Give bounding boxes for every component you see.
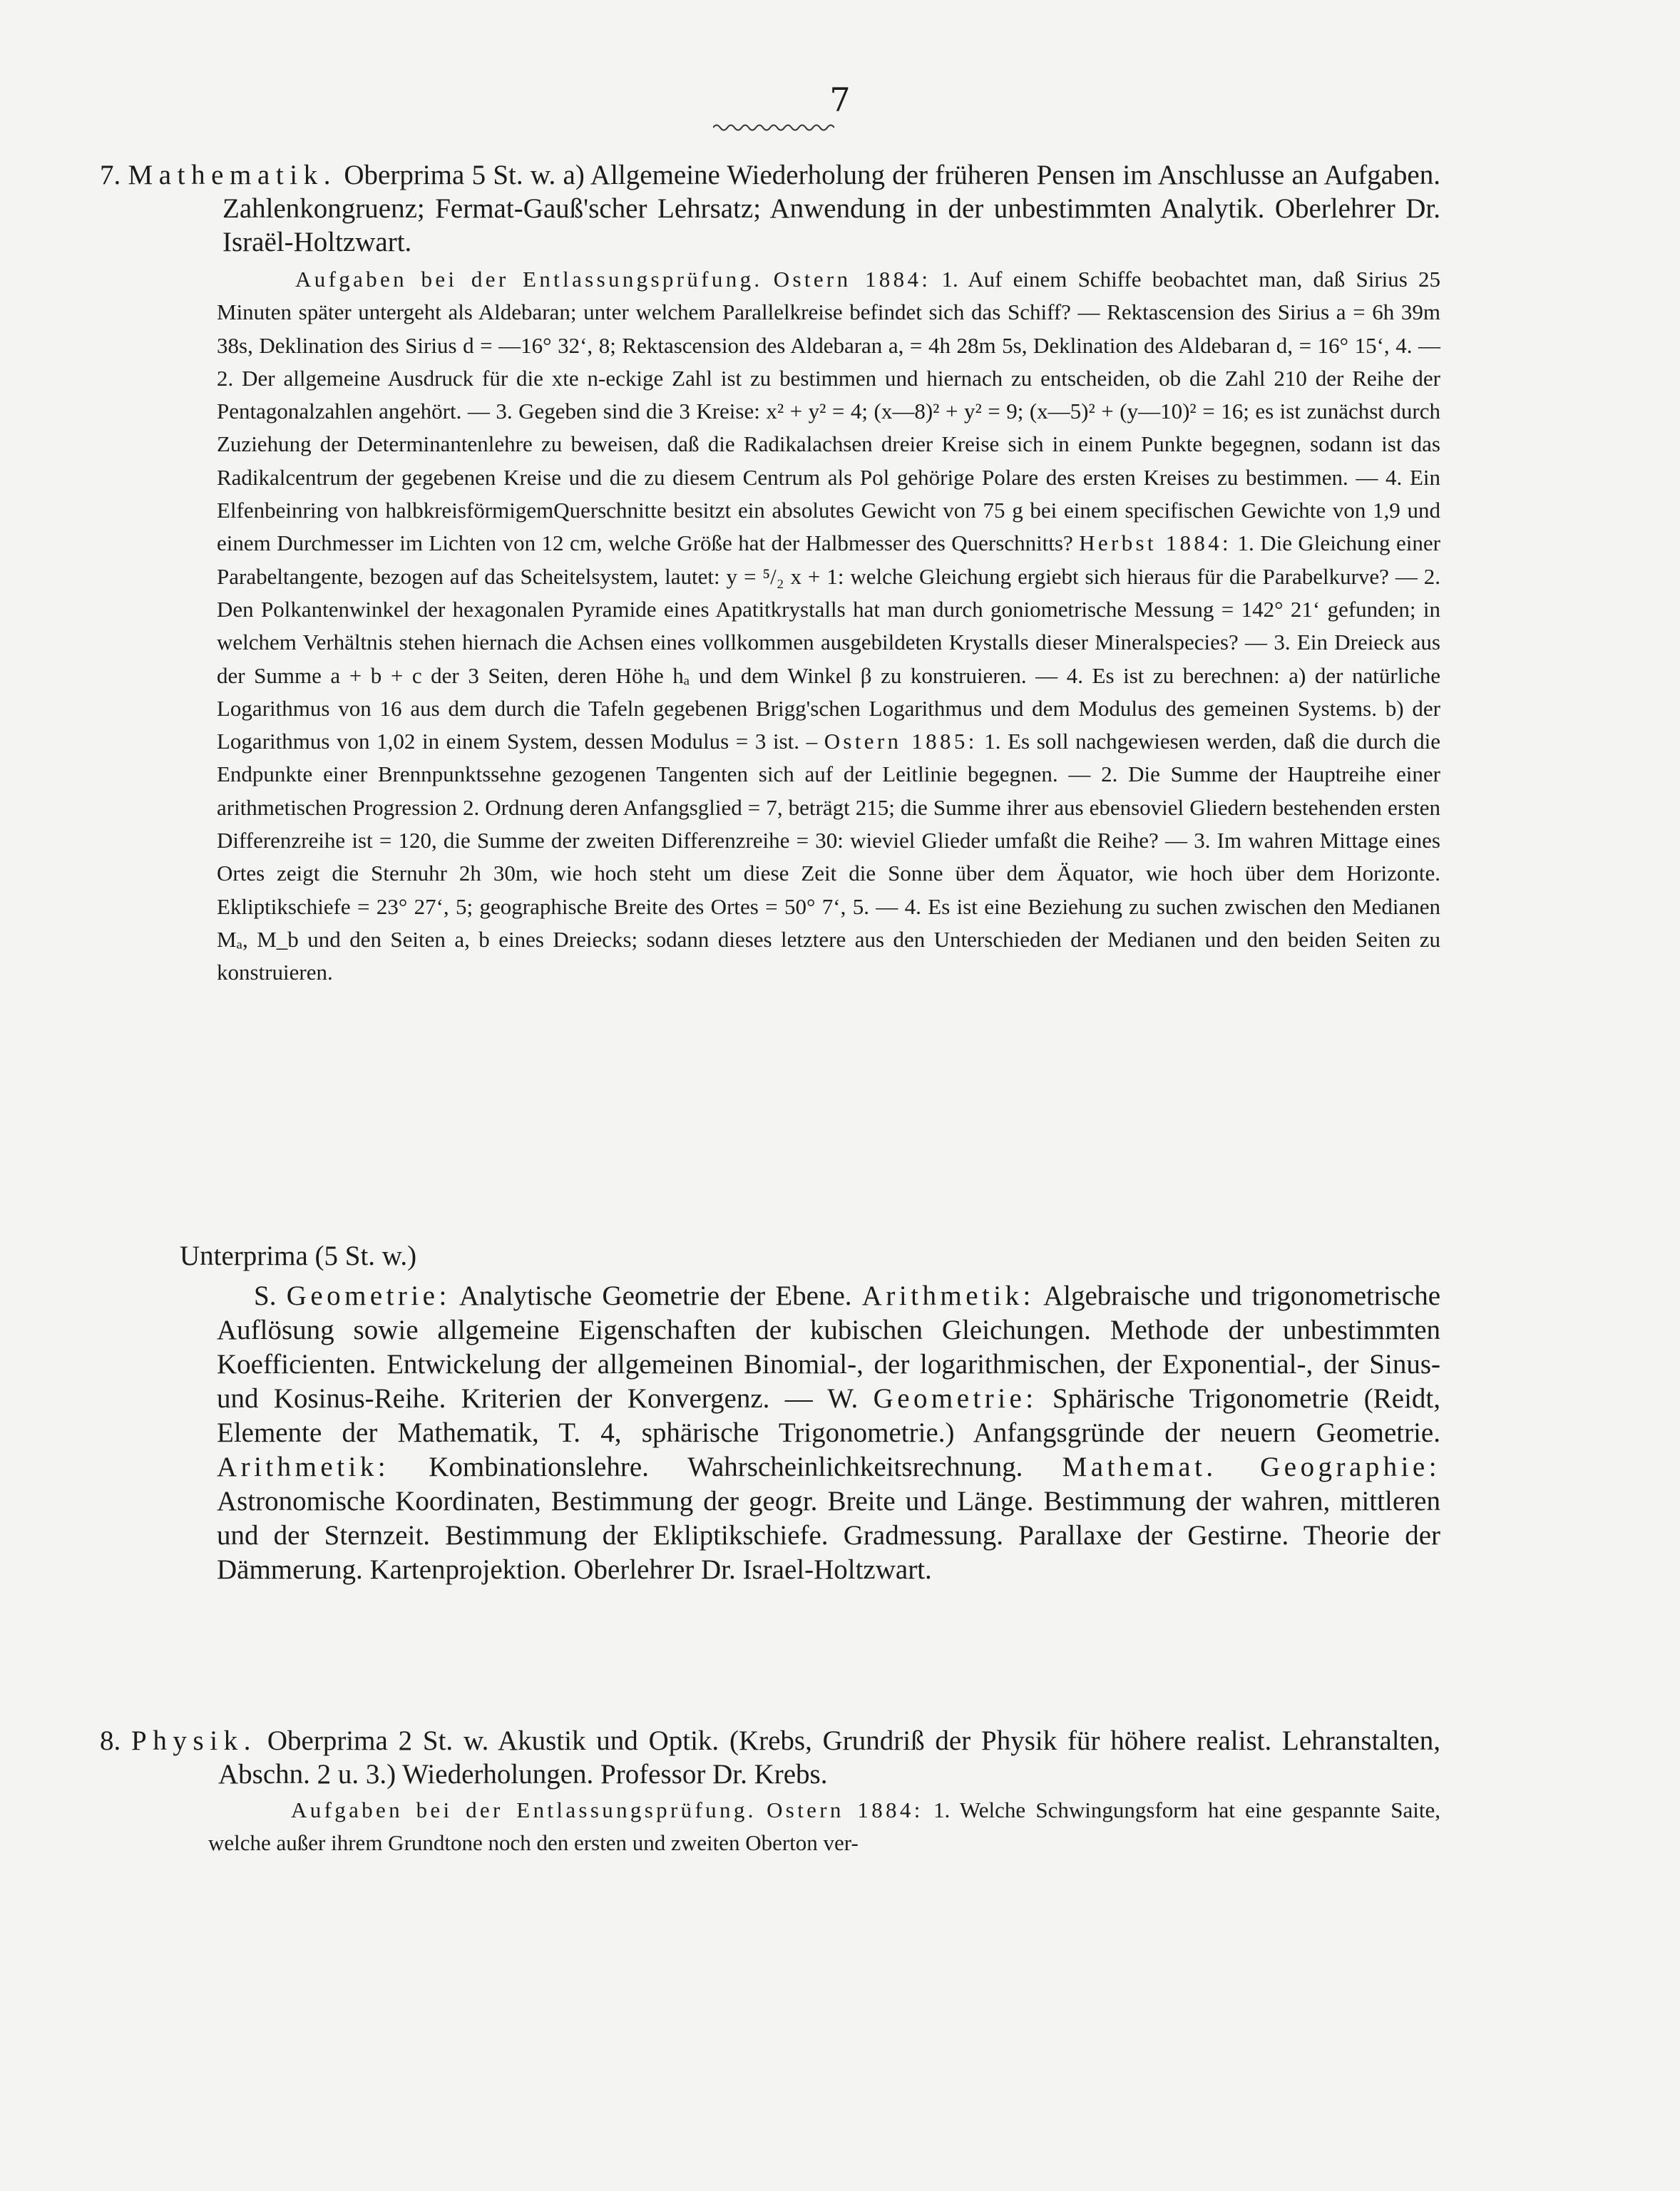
- unterprima-geographie-label: Mathemat. Geographie:: [1062, 1452, 1440, 1482]
- section-unterprima: [100, 1239, 1440, 1587]
- section7-ostern1884-label: Ostern 1884:: [773, 267, 931, 292]
- section8-subject: Physik.: [131, 1725, 257, 1756]
- section-physik: [100, 1724, 1440, 1860]
- unterprima-w-arithmetik-label: Arithmetik:: [217, 1452, 390, 1482]
- unterprima-geographie-text: Astronomische Koordinaten, Bestimmung der geogr. Breite und Länge. Bestimmung der wahren, mittleren und der Sternzeit. Bestimmung der Ekliptikschiefe. Gradmessung. Parallaxe der Gestirne. Theorie der Dämmerung. Kartenprojektion. Oberlehrer Dr. Israel-Holtzwart.: [217, 1486, 1440, 1585]
- unterprima-arithmetik-label: Arithmetik:: [861, 1281, 1035, 1311]
- unterprima-w-label: W.: [827, 1383, 859, 1414]
- unterprima-w-geometrie-text: Sphärische Trigonometrie (Reidt, Elemente der Mathematik, T. 4, sphärische Trigonometrie.) Anfangsgründe der neuern Geometrie.: [217, 1383, 1441, 1448]
- section8-intro-text: Oberprima 2 St. w. Akustik und Optik. (Krebs, Grundriß der Physik für höhere realist. Lehranstalten, Abschn. 2 u. 3.) Wiederholungen. Professor Dr. Krebs.: [218, 1725, 1440, 1790]
- section8-intro: [100, 1724, 1440, 1791]
- section7-number: 7.: [100, 160, 121, 190]
- section8-ostern1884-label: Ostern 1884:: [767, 1797, 923, 1822]
- section7-herbst1884-text: 1. Die Gleichung einer Parabeltangente, bezogen auf das Scheitelsystem, lautet: y = ⁵/₂ x + 1: welche Gleichung ergiebt sich hieraus für die Parabelkurve? — 2. Den Polkantenwinkel der hexagonalen Pyramide eines Apatitkrystalls hat man durch goniometrische Messung = 142° 21‘ gefunden; in welchem Verhältnis stehen hiernach die Achsen eines vollkommen ausgebildeten Krystalls dieser Mineralspecies? — 3. Ein Dreieck aus der Summe a + b + c der 3 Seiten, deren Höhe hₐ und dem Winkel β zu konstruieren. — 4. Es ist zu berechnen: a) der natürliche Logarithmus von 16 aus dem durch die Tafeln gegebenen Brigg'schen Logarithmus und dem Modulus des gemeinen Systems. b) der Logarithmus von 1,02 in einem System, dessen Modulus = 3 ist. –: [217, 530, 1440, 754]
- section7-ostern1884-text: 1. Auf einem Schiffe beobachtet man, daß Sirius 25 Minuten später untergeht als Aldebaran; unter welchem Parallelkreise befindet sich das Schiff? — Rektascension des Sirius a = 6h 39m 38s, Deklination des Sirius d = —16° 32‘, 8; Rektascension des Aldebaran a, = 4h 28m 5s, Deklination des Aldebaran d, = 16° 15‘, 4. — 2. Der allgemeine Ausdruck für die xte n-eckige Zahl ist zu bestimmen und hiernach zu entscheiden, ob die Zahl 210 der Reihe der Pentagonalzahlen angehört. — 3. Gegeben sind die 3 Kreise: x² + y² = 4; (x—8)² + y² = 9; (x—5)² + (y—10)² = 16; es ist zunächst durch Zuziehung der Determinantenlehre zu beweisen, daß die Radikalachsen dreier Kreise sich in einem Punkte begegnen, sodann ist das Radikalcentrum der gegebenen Kreise und die zu diesem Centrum als Pol gehörige Polare des ersten Kreises zu bestimmen. — 4. Ein Elfenbeinring von halbkreisförmigemQuerschnitte besitzt ein absolutes Gewicht von 75 g bei einem specifischen Gewichte von 1,9 und einem Durchmesser im Lichten von 12 cm, welche Größe hat der Halbmesser des Querschnitts?: [217, 267, 1441, 556]
- section8-exam-tasks: [100, 1794, 1440, 1860]
- section7-intro: [100, 158, 1440, 259]
- section7-herbst1884-label: Herbst 1884:: [1079, 530, 1232, 556]
- unterprima-s-label: S.: [254, 1281, 277, 1311]
- wavy-rule-ornament: [713, 123, 834, 133]
- unterprima-s-geometrie-text: Analytische Geometrie der Ebene.: [459, 1281, 852, 1311]
- section8-ostern1884-text: 1. Welche Schwingungsform hat eine gespannte Saite, welche außer ihrem Grundtone noch den ersten und zweiten Oberton ver-: [208, 1797, 1441, 1856]
- section7-exam-tasks: [100, 263, 1440, 990]
- section7-intro-text: Oberprima 5 St. w. a) Allgemeine Wiederholung der früheren Pensen im Anschlusse an Aufgaben. Zahlenkongruenz; Fermat-Gauß'scher Lehrsatz; Anwendung in der unbestimmten Analytik. Oberlehrer Dr. Israël-Holtzwart.: [222, 160, 1440, 257]
- section7-aufgaben-label: Aufgaben bei der Entlassungsprüfung.: [295, 267, 763, 292]
- section-mathematik: [100, 158, 1440, 990]
- unterprima-content: [100, 1279, 1440, 1587]
- section7-ostern1885-text: 1. Es soll nachgewiesen werden, daß die durch die Endpunkte einer Brennpunktssehne gezogenen Tangenten sich auf der Leitlinie begegnen. — 2. Die Summe der Hauptreihe einer arithmetischen Progression 2. Ordnung deren Anfangsglied = 7, beträgt 215; die Summe ihrer aus ebensoviel Gliedern bestehenden ersten Differenzreihe ist = 120, die Summe der zweiten Differenzreihe = 30: wieviel Glieder umfaßt die Reihe? — 3. Im wahren Mittage eines Ortes zeigt die Sternuhr 2h 30m, wie hoch steht um diese Zeit die Sonne über dem Äquator, wie hoch über dem Horizonte. Ekliptikschiefe = 23° 27‘, 5; geographische Breite des Ortes = 50° 7‘, 5. — 4. Es ist eine Beziehung zu suchen zwischen den Medianen Mₐ, M_b und den Seiten a, b eines Dreiecks; sodann dieses letztere aus den Unterschieden der Medianen und den beiden Seiten zu konstruieren.: [217, 729, 1441, 985]
- section8-number: 8.: [100, 1725, 121, 1756]
- section7-ostern1885-label: Ostern 1885:: [824, 729, 978, 754]
- unterprima-w-geometrie-label: Geometrie:: [873, 1383, 1038, 1414]
- unterprima-heading: Unterprima (5 St. w.): [180, 1241, 417, 1271]
- unterprima-geometrie-label: Geometrie:: [286, 1281, 451, 1311]
- unterprima-w-arithmetik-text: Kombinationslehre. Wahrscheinlichkeitsrechnung.: [429, 1452, 1023, 1482]
- section7-subject: Mathematik.: [128, 160, 337, 190]
- page-number: 7: [829, 81, 851, 119]
- section8-aufgaben-label: Aufgaben bei der Entlassungsprüfung.: [291, 1797, 757, 1822]
- unterprima-s-arithmetik-text: Algebraische und trigonometrische Auflösung sowie allgemeine Eigenschaften der kubischen Gleichungen. Methode der unbestimmten Koefficienten. Entwickelung der allgemeinen Binomial-, der logarithmischen, der Exponential-, der Sinus- und Kosinus-Reihe. Kriterien der Konvergenz. —: [217, 1281, 1440, 1414]
